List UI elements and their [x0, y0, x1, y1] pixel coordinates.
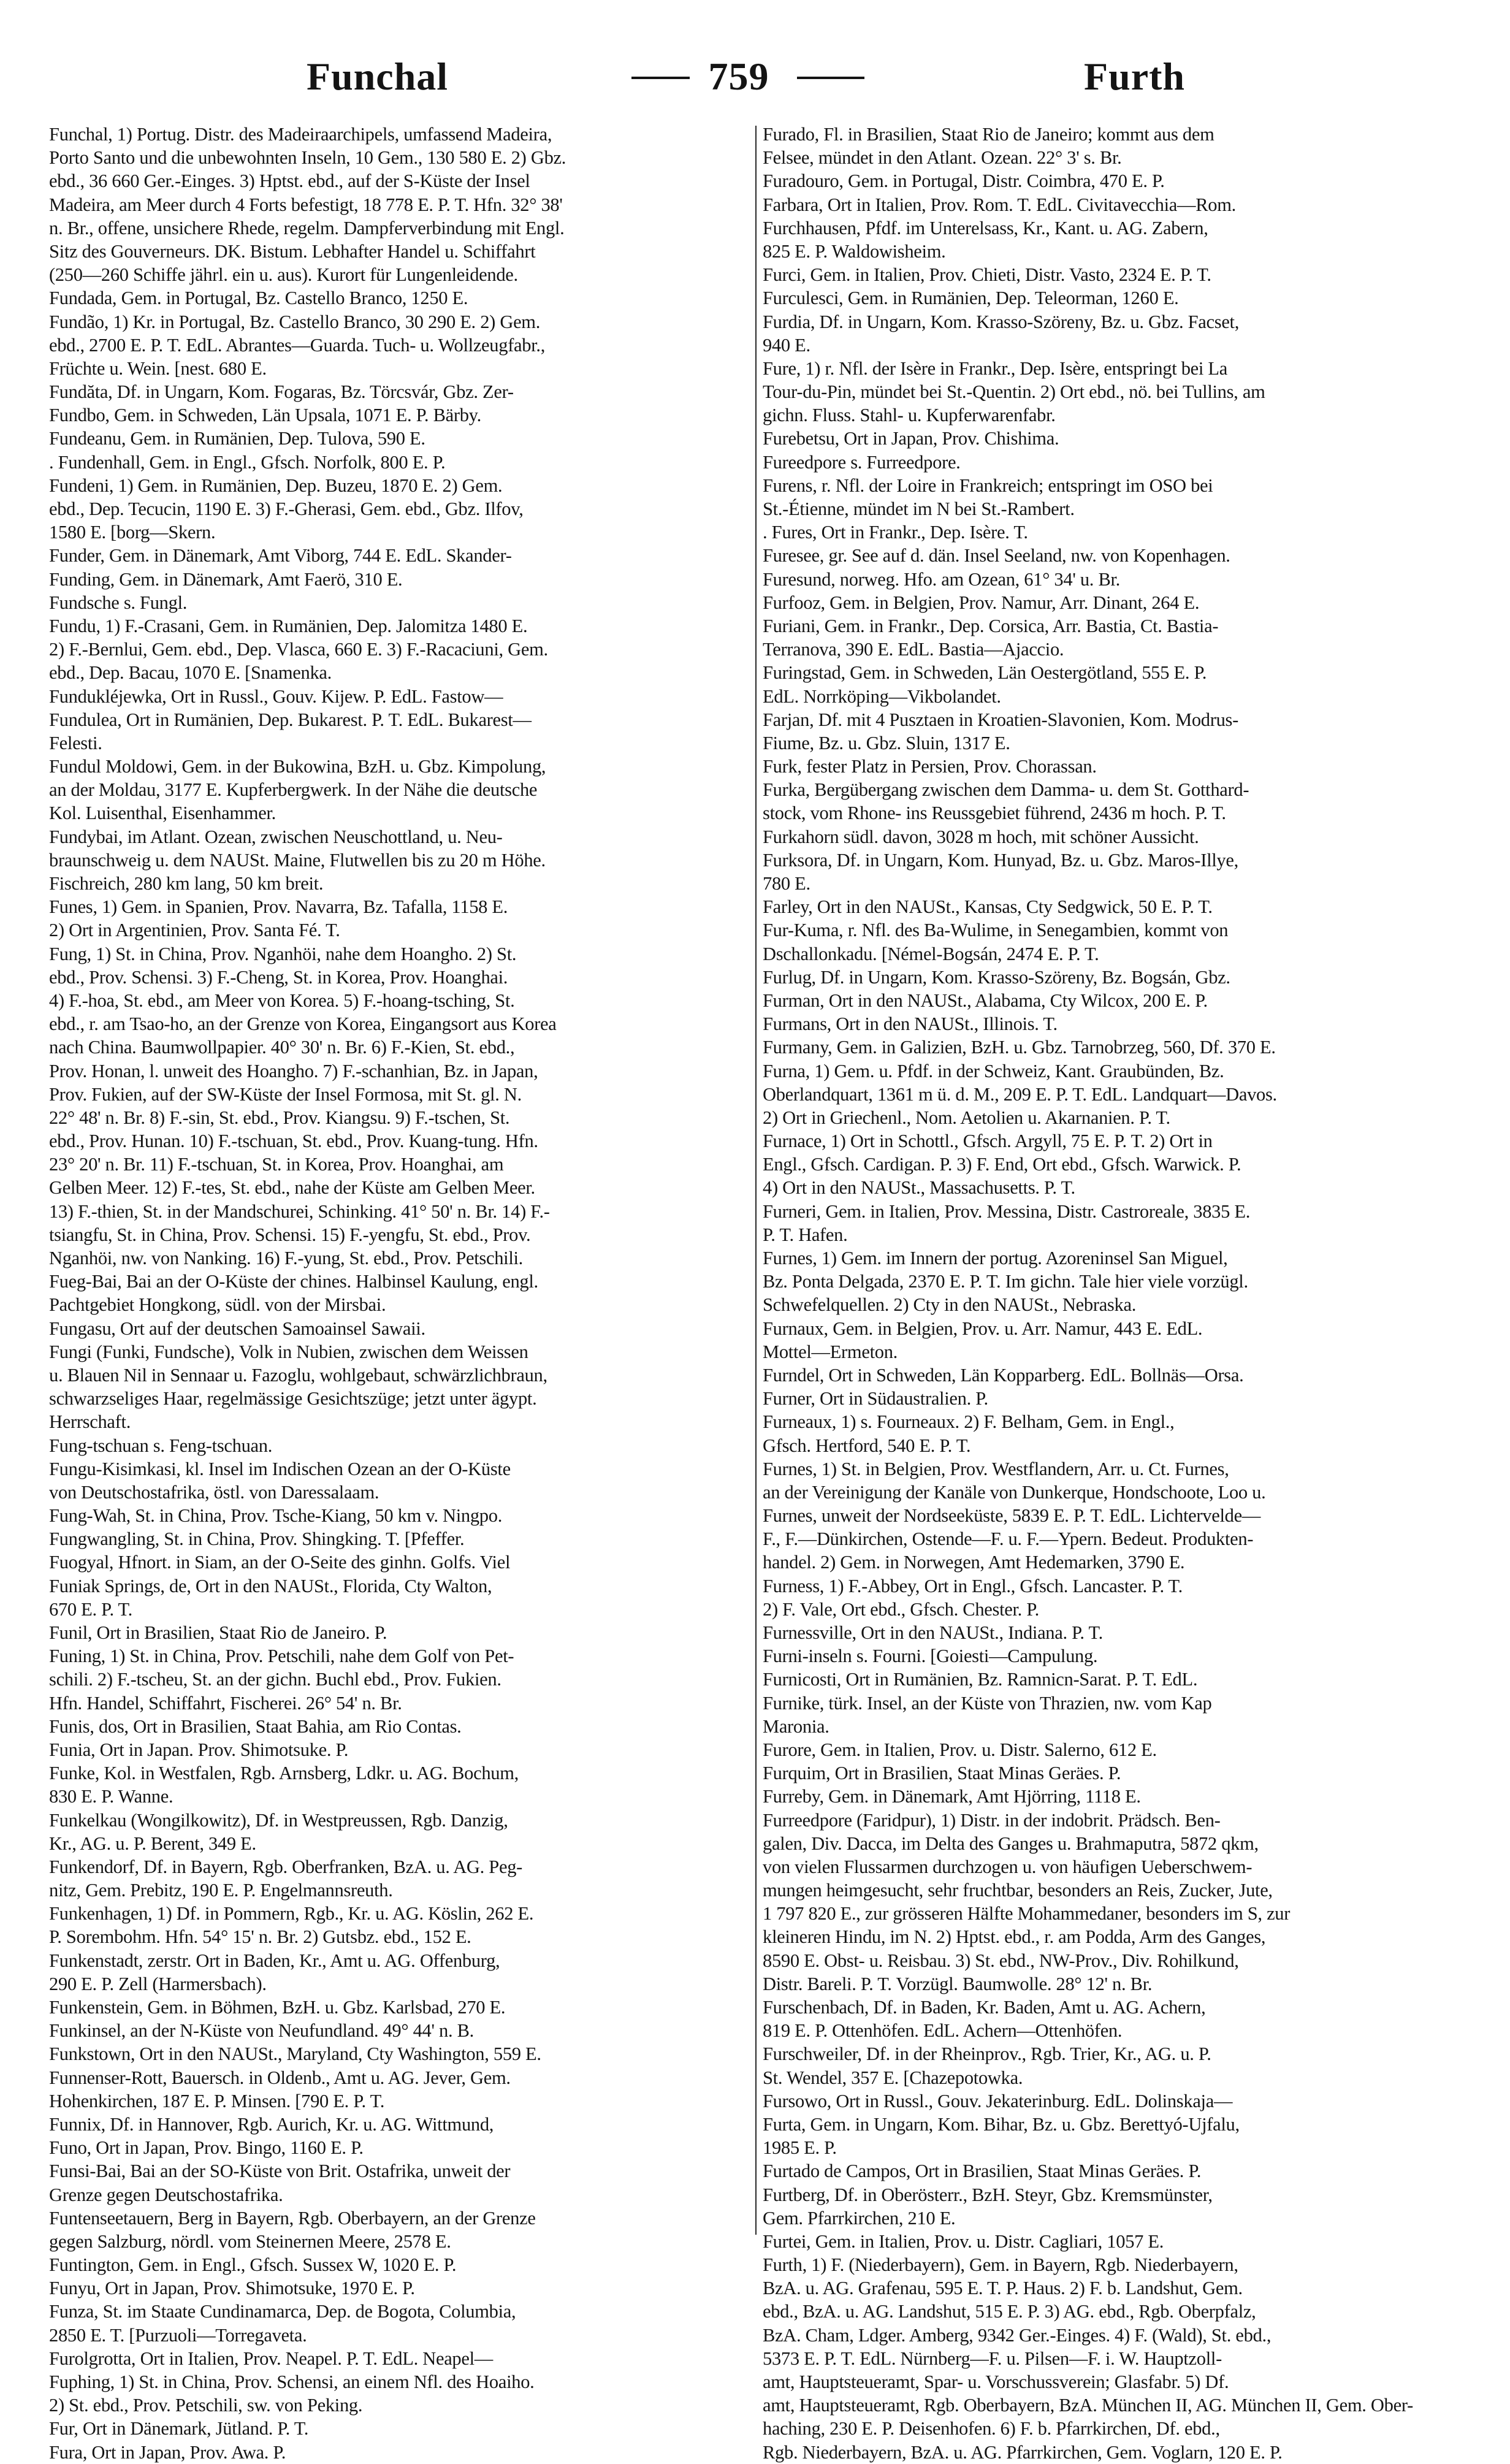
text-line: 2) F. Vale, Ort ebd., Gfsch. Chester. P. [763, 1598, 1039, 1620]
text-line: Furnessville, Ort in den NAUSt., Indiana. P. T. [763, 1622, 1103, 1643]
text-line: Hohenkirchen, 187 E. P. Minsen. [790 E. P. T. [49, 2090, 385, 2111]
text-line: Fura, Ort in Japan, Prov. Awa. P. [49, 2441, 286, 2463]
text-line: Porto Santo und die unbewohnten Inseln, 10 Gem., 130 580 E. 2) Gbz. [49, 147, 566, 169]
text-line: 4) Ort in den NAUSt., Massachusetts. P. T. [763, 1177, 1075, 1199]
text-line: Dschallonkadu. [Némel-Bogsán, 2474 E. P. T. [763, 943, 1099, 964]
text-line: Furfooz, Gem. in Belgien, Prov. Namur, Arr. Dinant, 264 E. [763, 592, 1200, 613]
text-line: Furndel, Ort in Schweden, Län Kopparberg. EdL. Bollnäs—Orsa. [763, 1364, 1244, 1386]
text-line: Farbara, Ort in Italien, Prov. Rom. T. EdL. Civitavecchia—Rom. [763, 194, 1236, 215]
text-line: schwarzseliges Haar, regelmässige Gesichtszüge; jetzt unter ägypt. [49, 1388, 537, 1409]
text-line: Funnenser-Rott, Bauersch. in Oldenb., Amt u. AG. Jever, Gem. [49, 2067, 511, 2088]
text-line: Furtei, Gem. in Italien, Prov. u. Distr. Cagliari, 1057 E. [763, 2230, 1164, 2252]
text-line: Funo, Ort in Japan, Prov. Bingo, 1160 E. P. [49, 2137, 364, 2159]
text-line: Sitz des Gouverneurs. DK. Bistum. Lebhafter Handel u. Schiffahrt [49, 240, 536, 262]
text-line: Fung, 1) St. in China, Prov. Nganhöi, nahe dem Hoangho. 2) St. [49, 943, 517, 964]
text-line: Furquim, Ort in Brasilien, Staat Minas Geräes. P. [763, 1763, 1121, 1784]
text-line: Terranova, 390 E. EdL. Bastia—Ajaccio. [763, 639, 1064, 660]
text-line: Furadouro, Gem. in Portugal, Distr. Coimbra, 470 E. P. [763, 170, 1165, 192]
text-line: Funding, Gem. in Dänemark, Amt Faerö, 310 E. [49, 568, 403, 590]
text-line: Furschenbach, Df. in Baden, Kr. Baden, Amt u. AG. Achern, [763, 1997, 1206, 2018]
text-line: Furschweiler, Df. in der Rheinprov., Rgb. Trier, Kr., AG. u. P. [763, 2043, 1211, 2065]
text-line: Furkahorn südl. davon, 3028 m hoch, mit schöner Aussicht. [763, 826, 1199, 847]
text-line: galen, Div. Dacca, im Delta des Ganges u. Brahmaputra, 5872 qkm, [763, 1833, 1259, 1854]
text-line: Furksora, Df. in Ungarn, Kom. Hunyad, Bz. u. Gbz. Maros-Illye, [763, 849, 1238, 871]
text-line: an der Moldau, 3177 E. Kupferbergwerk. In der Nähe die deutsche [49, 779, 538, 801]
text-line: Funkelkau (Wongilkowitz), Df. in Westpreussen, Rgb. Danzig, [49, 1809, 508, 1831]
text-line: Gfsch. Hertford, 540 E. P. T. [763, 1435, 971, 1456]
text-line: braunschweig u. dem NAUSt. Maine, Flutwellen bis zu 20 m Höhe. [49, 849, 546, 871]
text-line: Furreedpore (Faridpur), 1) Distr. in der indobrit. Prädsch. Ben- [763, 1809, 1221, 1831]
text-line: Furman, Ort in den NAUSt., Alabama, Cty Wilcox, 200 E. P. [763, 990, 1208, 1011]
text-line: Fundăta, Df. in Ungarn, Kom. Fogaras, Bz. Törcsvár, Gbz. Zer- [49, 381, 514, 403]
text-line: Furculesci, Gem. in Rumänien, Dep. Teleorman, 1260 E. [763, 288, 1179, 309]
text-line: Funsi-Bai, Bai an der SO-Küste von Brit. Ostafrika, unweit der [49, 2161, 511, 2182]
text-line: Farley, Ort in den NAUSt., Kansas, Cty Sedgwick, 50 E. P. T. [763, 896, 1213, 918]
text-line: Madeira, am Meer durch 4 Forts befestigt, 18 778 E. P. T. Hfn. 32° 38' [49, 194, 563, 215]
text-line: Funyu, Ort in Japan, Prov. Shimotsuke, 1970 E. P. [49, 2278, 415, 2299]
text-line: Furiani, Gem. in Frankr., Dep. Corsica, Arr. Bastia, Ct. Bastia- [763, 615, 1219, 636]
text-line: P. T. Hafen. [763, 1224, 848, 1245]
text-line: Fiume, Bz. u. Gbz. Sluin, 1317 E. [763, 732, 1010, 753]
text-line: BzA. Cham, Ldger. Amberg, 9342 Ger.-Einges. 4) F. (Wald), St. ebd., [763, 2324, 1272, 2346]
text-line: Funkstown, Ort in den NAUSt., Maryland, Cty Washington, 559 E. [49, 2043, 541, 2065]
text-line: mungen heimgesucht, sehr fruchtbar, besonders an Reis, Zucker, Jute, [763, 1880, 1273, 1901]
text-line: Funkenhagen, 1) Df. in Pommern, Rgb., Kr. u. AG. Köslin, 262 E. [49, 1903, 534, 1924]
text-line: haching, 230 E. P. Deisenhofen. 6) F. b. Pfarrkirchen, Df. ebd., [763, 2418, 1220, 2439]
text-line: (250—260 Schiffe jährl. ein u. aus). Kurort für Lungenleidende. [49, 264, 518, 286]
text-line: 940 E. [763, 334, 810, 356]
text-line: Furingstad, Gem. in Schweden, Län Oestergötland, 555 E. P. [763, 662, 1207, 684]
text-line: Funil, Ort in Brasilien, Staat Rio de Janeiro. P. [49, 1622, 387, 1643]
text-line: Fungu-Kisimkasi, kl. Insel im Indischen Ozean an der O-Küste [49, 1458, 511, 1479]
text-line: Fure, 1) r. Nfl. der Isère in Frankr., Dep. Isère, entspringt bei La [763, 357, 1227, 379]
left-column [49, 123, 748, 2464]
text-line: 1580 E. [borg—Skern. [49, 522, 216, 543]
text-line: Prov. Fukien, auf der SW-Küste der Insel Formosa, mit St. gl. N. [49, 1083, 522, 1105]
page-header [0, 49, 1510, 104]
text-line: Fureedpore s. Furreedpore. [763, 451, 961, 473]
text-line: Furreby, Gem. in Dänemark, Amt Hjörring, 1118 E. [763, 1786, 1141, 1807]
text-line: ebd., r. am Tsao-ho, an der Grenze von Korea, Eingangsort aus Korea [49, 1013, 557, 1035]
text-line: Fungasu, Ort auf der deutschen Samoainsel Sawaii. [49, 1318, 425, 1339]
text-line: ebd., Dep. Bacau, 1070 E. [Snamenka. [49, 662, 332, 684]
text-line: Furebetsu, Ort in Japan, Prov. Chishima. [763, 428, 1059, 449]
text-line: 4) F.-hoa, St. ebd., am Meer von Korea. 5) F.-hoang-tsching, St. [49, 990, 515, 1011]
text-line: Funchal, 1) Portug. Distr. des Madeiraarchipels, umfassend Madeira, [49, 124, 552, 145]
text-line: Furness, 1) F.-Abbey, Ort in Engl., Gfsch. Lancaster. P. T. [763, 1575, 1183, 1596]
text-line: Furna, 1) Gem. u. Pfdf. in der Schweiz, Kant. Graubünden, Bz. [763, 1060, 1224, 1081]
text-line: Furnaux, Gem. in Belgien, Prov. u. Arr. Namur, 443 E. EdL. [763, 1318, 1203, 1339]
text-line: 780 E. [763, 873, 810, 894]
text-line: 2) Ort in Griechenl., Nom. Aetolien u. Akarnanien. P. T. [763, 1107, 1170, 1128]
text-line: amt, Hauptsteueramt, Rgb. Oberbayern, BzA. München II, AG. München II, Gem. Ober- [763, 2395, 1413, 2416]
text-line: . Fundenhall, Gem. in Engl., Gfsch. Norfolk, 800 E. P. [49, 451, 446, 473]
text-line: Funkendorf, Df. in Bayern, Rgb. Oberfranken, BzA. u. AG. Peg- [49, 1856, 523, 1877]
text-line: . Fures, Ort in Frankr., Dep. Isère. T. [763, 522, 1028, 543]
text-line: handel. 2) Gem. in Norwegen, Amt Hedemarken, 3790 E. [763, 1552, 1185, 1573]
text-line: Fuphing, 1) St. in China, Prov. Schensi, an einem Nfl. des Hoaiho. [49, 2371, 535, 2392]
text-line: Fundeanu, Gem. in Rumänien, Dep. Tulova, 590 E. [49, 428, 425, 449]
text-line: Funnix, Df. in Hannover, Rgb. Aurich, Kr. u. AG. Wittmund, [49, 2113, 494, 2135]
text-line: von Deutschostafrika, östl. von Daressalaam. [49, 1481, 379, 1503]
text-line: BzA. u. AG. Grafenau, 595 E. T. P. Haus. 2) F. b. Landshut, Gem. [763, 2278, 1243, 2299]
text-line: Maronia. [763, 1715, 829, 1737]
text-line: Fungi (Funki, Fundsche), Volk in Nubien, zwischen dem Weissen [49, 1341, 528, 1362]
text-line: Funtington, Gem. in Engl., Gfsch. Sussex W, 1020 E. P. [49, 2254, 457, 2276]
text-line: F., F.—Dünkirchen, Ostende—F. u. F.—Ypern. Bedeut. Produkten- [763, 1528, 1254, 1550]
text-line: amt, Hauptsteueramt, Spar- u. Vorschussverein; Glasfabr. 5) Df. [763, 2371, 1229, 2392]
text-line: Funkenstadt, zerstr. Ort in Baden, Kr., Amt u. AG. Offenburg, [49, 1950, 500, 1971]
text-line: Pachtgebiet Hongkong, südl. von der Mirsbai. [49, 1294, 386, 1316]
text-line: Nganhöi, nw. von Nanking. 16) F.-yung, St. ebd., Prov. Petschili. [49, 1248, 523, 1268]
text-line: Furesund, norweg. Hfo. am Ozean, 61° 34' u. Br. [763, 568, 1120, 590]
text-line: 825 E. P. Waldowisheim. [763, 240, 946, 262]
text-line: Furni-inseln s. Fourni. [Goiesti—Campulung. [763, 1646, 1098, 1667]
text-line: Fundão, 1) Kr. in Portugal, Bz. Castello Branco, 30 290 E. 2) Gem. [49, 311, 541, 332]
text-line: Fundeni, 1) Gem. in Rumänien, Dep. Buzeu, 1870 E. 2) Gem. [49, 475, 503, 496]
text-line: Fundulea, Ort in Rumänien, Dep. Bukarest. P. T. EdL. Bukarest— [49, 709, 532, 730]
text-line: Kol. Luisenthal, Eisenhammer. [49, 803, 276, 824]
text-line: Furnes, 1) Gem. im Innern der portug. Azoreninsel San Miguel, [763, 1248, 1228, 1268]
text-line: Fung-Wah, St. in China, Prov. Tsche-Kiang, 50 km v. Ningpo. [49, 1505, 503, 1527]
text-line: Herrschaft. [49, 1411, 131, 1433]
text-line: schili. 2) F.-tscheu, St. an der gichn. Buchl ebd., Prov. Fukien. [49, 1669, 501, 1690]
text-line: Furore, Gem. in Italien, Prov. u. Distr. Salerno, 612 E. [763, 1739, 1157, 1760]
text-line: Furth, 1) F. (Niederbayern), Gem. in Bayern, Rgb. Niederbayern, [763, 2254, 1238, 2276]
text-line: Furnes, unweit der Nordseeküste, 5839 E. P. T. EdL. Lichtervelde— [763, 1505, 1261, 1527]
text-line: Fuogyal, Hfnort. in Siam, an der O-Seite des ginhn. Golfs. Viel [49, 1552, 511, 1573]
text-line: Bz. Ponta Delgada, 2370 E. P. T. Im gichn. Tale hier viele vorzügl. [763, 1271, 1248, 1292]
text-line: Distr. Bareli. P. T. Vorzügl. Baumwolle. 28° 12' n. Br. [763, 1973, 1153, 1994]
text-line: 2850 E. T. [Purzuoli—Torregaveta. [49, 2324, 307, 2346]
text-line: Kr., AG. u. P. Berent, 349 E. [49, 1833, 256, 1854]
text-line: Furnicosti, Ort in Rumänien, Bz. Ramnicn-Sarat. P. T. EdL. [763, 1669, 1198, 1690]
text-line: Fueg-Bai, Bai an der O-Küste der chines. Halbinsel Kaulung, engl. [49, 1271, 538, 1292]
text-line: 2) St. ebd., Prov. Petschili, sw. von Peking. [49, 2395, 363, 2416]
text-line: Funkinsel, an der N-Küste von Neufundland. 49° 44' n. B. [49, 2020, 474, 2042]
text-line: 22° 48' n. Br. 8) F.-sin, St. ebd., Prov. Kiangsu. 9) F.-tschen, St. [49, 1107, 510, 1128]
text-line: nach China. Baumwollpapier. 40° 30' n. Br. 6) F.-Kien, St. ebd., [49, 1037, 515, 1058]
text-line: Rgb. Niederbayern, BzA. u. AG. Pfarrkirchen, Gem. Voglarn, 120 E. P. [763, 2441, 1283, 2463]
text-line: 830 E. P. Wanne. [49, 1786, 173, 1807]
text-line: 23° 20' n. Br. 11) F.-tschuan, St. in Korea, Prov. Hoanghai, am [49, 1154, 504, 1175]
header-first-entry: Funchal [307, 55, 449, 98]
text-line: Fundsche s. Fungl. [49, 592, 188, 613]
text-line: 2) Ort in Argentinien, Prov. Santa Fé. T. [49, 920, 340, 941]
text-line: ebd., Dep. Tecucin, 1190 E. 3) F.-Gherasi, Gem. ebd., Gbz. Ilfov, [49, 498, 524, 519]
text-line: P. Sorembohm. Hfn. 54° 15' n. Br. 2) Gutsbz. ebd., 152 E. [49, 1926, 471, 1948]
text-line: Furdia, Df. in Ungarn, Kom. Krasso-Szöreny, Bz. u. Gbz. Facset, [763, 311, 1240, 332]
text-line: Schwefelquellen. 2) Cty in den NAUSt., Nebraska. [763, 1294, 1137, 1316]
text-line: Fischreich, 280 km lang, 50 km breit. [49, 873, 324, 894]
text-line: Farjan, Df. mit 4 Pusztaen in Kroatien-Slavonien, Kom. Modrus- [763, 709, 1238, 730]
text-line: Grenze gegen Deutschostafrika. [49, 2184, 283, 2205]
text-line: EdL. Norrköping—Vikbolandet. [763, 685, 1001, 707]
header-last-entry: Furth [1084, 55, 1185, 98]
text-line: gichn. Fluss. Stahl- u. Kupferwarenfabr. [763, 405, 1056, 426]
text-line: Furens, r. Nfl. der Loire in Frankreich; entspringt im OSO bei [763, 475, 1213, 496]
text-line: Furta, Gem. in Ungarn, Kom. Bihar, Bz. u. Gbz. Berettyó-Ujfalu, [763, 2113, 1240, 2135]
text-line: ebd., Prov. Hunan. 10) F.-tschuan, St. ebd., Prov. Kuang-tung. Hfn. [49, 1131, 538, 1152]
text-line: Furnace, 1) Ort in Schottl., Gfsch. Argyll, 75 E. P. T. 2) Ort in [763, 1131, 1213, 1152]
text-line: Früchte u. Wein. [nest. 680 E. [49, 357, 267, 379]
text-line: Gem. Pfarrkirchen, 210 E. [763, 2207, 956, 2229]
text-line: Furneaux, 1) s. Fourneaux. 2) F. Belham, Gem. in Engl., [763, 1411, 1175, 1433]
text-line: ebd., BzA. u. AG. Landshut, 515 E. P. 3) AG. ebd., Rgb. Oberpfalz, [763, 2301, 1256, 2322]
text-line: Felsee, mündet in den Atlant. Ozean. 22° 3' s. Br. [763, 147, 1122, 169]
text-line: 5373 E. P. T. EdL. Nürnberg—F. u. Pilsen—F. i. W. Hauptzoll- [763, 2348, 1222, 2369]
text-line: stock, vom Rhone- ins Reussgebiet führend, 2436 m hoch. P. T. [763, 803, 1226, 824]
text-line: ebd., 2700 E. P. T. EdL. Abrantes—Guarda. Tuch- u. Wollzeugfabr., [49, 334, 546, 356]
text-line: Oberlandquart, 1361 m ü. d. M., 209 E. P. T. EdL. Landquart—Davos. [763, 1083, 1277, 1105]
text-line: Furner, Ort in Südaustralien. P. [763, 1388, 988, 1409]
text-line: tsiangfu, St. in China, Prov. Schensi. 15) F.-yengfu, St. ebd., Prov. [49, 1224, 531, 1245]
text-line: St.-Étienne, mündet im N bei St.-Rambert. [763, 498, 1075, 519]
text-line: gegen Salzburg, nördl. vom Steinernen Meere, 2578 E. [49, 2230, 451, 2252]
text-line: Furka, Bergübergang zwischen dem Damma- u. dem St. Gotthard- [763, 779, 1249, 801]
text-line: Fundbo, Gem. in Schweden, Län Upsala, 1071 E. P. Bärby. [49, 405, 481, 426]
text-line: Funia, Ort in Japan. Prov. Shimotsuke. P. [49, 1739, 349, 1760]
text-line: Furnes, 1) St. in Belgien, Prov. Westflandern, Arr. u. Ct. Furnes, [763, 1458, 1229, 1479]
text-line: Funiak Springs, de, Ort in den NAUSt., Florida, Cty Walton, [49, 1575, 492, 1596]
text-line: Furnike, türk. Insel, an der Küste von Thrazien, nw. vom Kap [763, 1692, 1212, 1714]
text-line: Funke, Kol. in Westfalen, Rgb. Arnsberg, Ldkr. u. AG. Bochum, [49, 1763, 519, 1784]
text-line: von vielen Flussarmen durchzogen u. von häufigen Ueberschwem- [763, 1856, 1253, 1877]
text-line: Fur-Kuma, r. Nfl. des Ba-Wulime, in Senegambien, kommt von [763, 920, 1229, 941]
text-line: Furneri, Gem. in Italien, Prov. Messina, Distr. Castroreale, 3835 E. [763, 1200, 1251, 1222]
text-line: Fundybai, im Atlant. Ozean, zwischen Neuschottland, u. Neu- [49, 826, 503, 847]
text-line: 2) F.-Bernlui, Gem. ebd., Dep. Vlasca, 660 E. 3) F.-Racaciuni, Gem. [49, 639, 548, 660]
text-line: Funing, 1) St. in China, Prov. Petschili, nahe dem Golf von Pet- [49, 1646, 514, 1667]
text-line: Fung-tschuan s. Feng-tschuan. [49, 1435, 273, 1456]
text-line: Furtado de Campos, Ort in Brasilien, Staat Minas Geräes. P. [763, 2161, 1202, 2182]
text-line: Furci, Gem. in Italien, Prov. Chieti, Distr. Vasto, 2324 E. P. T. [763, 264, 1211, 286]
header-dash-right [797, 77, 864, 79]
text-line: Fundu, 1) F.-Crasani, Gem. in Rumänien, Dep. Jalomitza 1480 E. [49, 615, 528, 636]
text-line: Funza, St. im Staate Cundinamarca, Dep. de Bogota, Columbia, [49, 2301, 516, 2322]
text-line: 8590 E. Obst- u. Reisbau. 3) St. ebd., NW-Prov., Div. Rohilkund, [763, 1950, 1239, 1971]
text-line: Fundada, Gem. in Portugal, Bz. Castello Branco, 1250 E. [49, 288, 468, 309]
text-line: Funder, Gem. in Dänemark, Amt Viborg, 744 E. EdL. Skander- [49, 545, 512, 566]
text-line: Furmany, Gem. in Galizien, BzH. u. Gbz. Tarnobrzeg, 560, Df. 370 E. [763, 1037, 1276, 1058]
text-line: Furesee, gr. See auf d. dän. Insel Seeland, nw. von Kopenhagen. [763, 545, 1230, 566]
text-line: Fundul Moldowi, Gem. in der Bukowina, BzH. u. Gbz. Kimpolung, [49, 756, 546, 777]
text-line: ebd., 36 660 Ger.-Einges. 3) Hptst. ebd., auf der S-Küste der Insel [49, 170, 530, 192]
text-line: u. Blauen Nil in Sennaar u. Fazoglu, wohlgebaut, schwärzlichbraun, [49, 1364, 547, 1386]
text-line: Fursowo, Ort in Russl., Gouv. Jekaterinburg. EdL. Dolinskaja— [763, 2090, 1233, 2111]
text-line: 13) F.-thien, St. in der Mandschurei, Schinking. 41° 50' n. Br. 14) F.- [49, 1200, 550, 1222]
text-line: Funkenstein, Gem. in Böhmen, BzH. u. Gbz. Karlsbad, 270 E. [49, 1997, 506, 2018]
page-number: 759 [708, 55, 769, 98]
text-line: nitz, Gem. Prebitz, 190 E. P. Engelmannsreuth. [49, 1880, 393, 1901]
text-line: Funis, dos, Ort in Brasilien, Staat Bahia, am Rio Contas. [49, 1715, 462, 1737]
text-line: 1985 E. P. [763, 2137, 837, 2159]
text-line: Fur, Ort in Dänemark, Jütland. P. T. [49, 2418, 309, 2439]
text-line: Felesti. [49, 732, 102, 753]
text-line: 290 E. P. Zell (Harmersbach). [49, 1973, 267, 1994]
text-line: 1 797 820 E., zur grösseren Hälfte Mohammedaner, besonders im S, zur [763, 1903, 1291, 1924]
text-line: Prov. Honan, l. unweit des Hoangho. 7) F.-schanhian, Bz. in Japan, [49, 1060, 538, 1081]
text-line: Gelben Meer. 12) F.-tes, St. ebd., nahe der Küste am Gelben Meer. [49, 1177, 535, 1199]
text-line: Furolgrotta, Ort in Italien, Prov. Neapel. P. T. EdL. Neapel— [49, 2348, 493, 2369]
text-line: St. Wendel, 357 E. [Chazepotowka. [763, 2067, 1023, 2088]
text-line: Funes, 1) Gem. in Spanien, Prov. Navarra, Bz. Tafalla, 1158 E. [49, 896, 508, 918]
text-line: 670 E. P. T. [49, 1598, 132, 1620]
right-column [763, 123, 1462, 2464]
text-line: 819 E. P. Ottenhöfen. EdL. Achern—Ottenhöfen. [763, 2020, 1123, 2042]
text-line: an der Vereinigung der Kanäle von Dunkerque, Hondschoote, Loo u. [763, 1481, 1266, 1503]
text-line: Engl., Gfsch. Cardigan. P. 3) F. End, Ort ebd., Gfsch. Warwick. P. [763, 1154, 1241, 1175]
text-line: Furk, fester Platz in Persien, Prov. Chorassan. [763, 756, 1097, 777]
text-line: Mottel—Ermeton. [763, 1341, 898, 1362]
text-line: Fungwangling, St. in China, Prov. Shingking. T. [Pfeffer. [49, 1528, 465, 1550]
text-line: Funtenseetauern, Berg in Bayern, Rgb. Oberbayern, an der Grenze [49, 2207, 536, 2229]
text-line: Fundukléjewka, Ort in Russl., Gouv. Kijew. P. EdL. Fastow— [49, 685, 503, 707]
text-line: Furado, Fl. in Brasilien, Staat Rio de Janeiro; kommt aus dem [763, 124, 1214, 145]
column-divider [755, 126, 757, 2235]
text-line: Furmans, Ort in den NAUSt., Illinois. T. [763, 1013, 1058, 1035]
text-line: Hfn. Handel, Schiffahrt, Fischerei. 26° 54' n. Br. [49, 1692, 402, 1714]
text-line: kleineren Hindu, im N. 2) Hptst. ebd., r. am Podda, Arm des Ganges, [763, 1926, 1266, 1948]
text-line: n. Br., offene, unsichere Rhede, regelm. Dampferverbindung mit Engl. [49, 217, 565, 238]
text-line: Furlug, Df. in Ungarn, Kom. Krasso-Szöreny, Bz. Bogsán, Gbz. [763, 966, 1230, 988]
text-line: Furtberg, Df. in Oberösterr., BzH. Steyr, Gbz. Kremsmünster, [763, 2184, 1213, 2205]
text-line: Furchhausen, Pfdf. im Unterelsass, Kr., Kant. u. AG. Zabern, [763, 217, 1208, 238]
text-line: Tour-du-Pin, mündet bei St.-Quentin. 2) Ort ebd., nö. bei Tullins, am [763, 381, 1265, 403]
text-line: ebd., Prov. Schensi. 3) F.-Cheng, St. in Korea, Prov. Hoanghai. [49, 966, 508, 988]
